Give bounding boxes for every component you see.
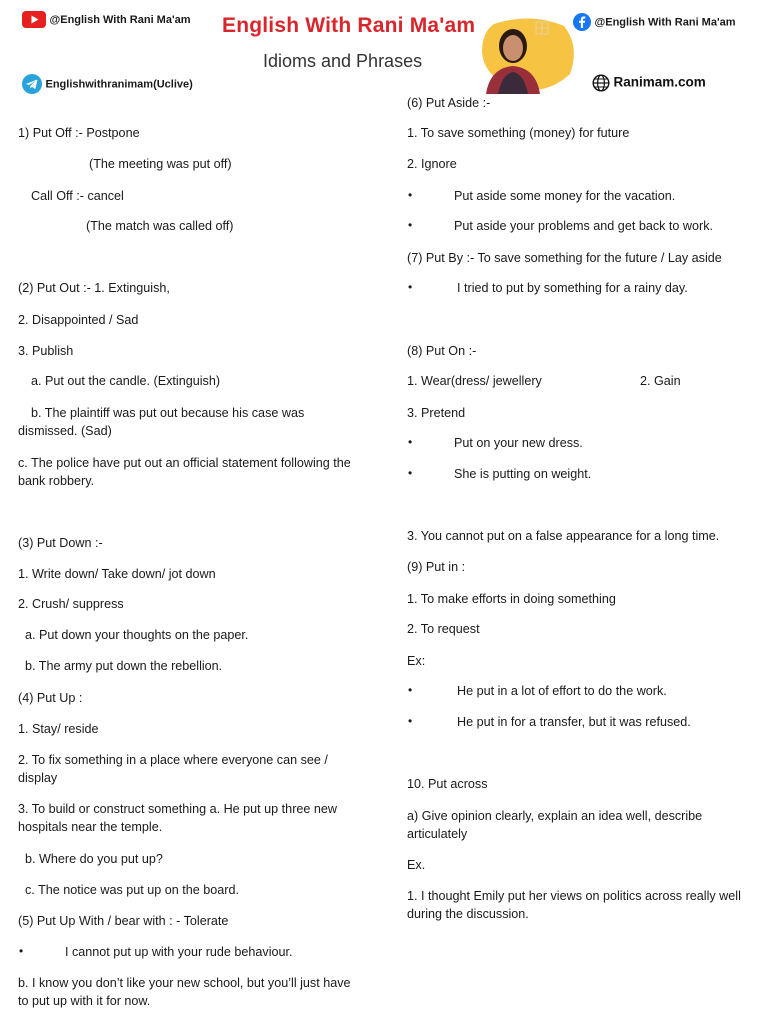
globe-icon (592, 74, 610, 92)
put-on-example-2: She is putting on weight. (454, 467, 592, 481)
put-in-ex-label: Ex: (407, 654, 426, 668)
bullet: • (408, 435, 413, 449)
put-out-example-c: c. The police have put out an official statement following the bank robbery. (18, 456, 351, 488)
bullet: • (408, 683, 413, 697)
put-across-meaning: a) Give opinion clearly, explain an idea well, describe articulately (407, 809, 703, 841)
put-aside-example-1: Put aside some money for the vacation. (454, 189, 676, 203)
put-in-heading: (9) Put in : (407, 560, 466, 574)
put-up-example-c: c. The notice was put up on the board. (25, 883, 240, 897)
put-up-meaning-1: 1. Stay/ reside (18, 722, 99, 736)
put-by-example: I tried to put by something for a rainy day. (457, 281, 688, 295)
bullet: • (408, 466, 413, 480)
put-down-example-a: a. Put down your thoughts on the paper. (25, 628, 249, 642)
bullet: • (19, 944, 24, 958)
put-on-example-1: Put on your new dress. (454, 436, 583, 450)
telegram-handle: Englishwithranimam(Uclive) (45, 78, 193, 91)
website-link[interactable]: Ranimam.com (613, 74, 706, 90)
put-off-example: (The meeting was put off) (89, 157, 232, 171)
put-up-with-example-b: b. I know you don’t like your new school, but you’ll just have to put up with it for now. (18, 976, 351, 1008)
put-aside-meaning-2: 2. Ignore (407, 157, 457, 171)
put-out-example-b: b. The plaintiff was put out because his case was dismissed. (Sad) (18, 406, 305, 438)
presenter-photo (476, 16, 576, 94)
facebook-handle-group (573, 13, 735, 31)
put-on-example-3: 3. You cannot put on a false appearance for a long time. (407, 529, 720, 543)
page-title: English With Rani Ma'am (222, 14, 476, 37)
put-down-meaning-2: 2. Crush/ suppress (18, 597, 124, 611)
put-up-example-b: b. Where do you put up? (25, 852, 163, 866)
put-up-meaning-2: 2. To fix something in a place where everyone can see / display (18, 753, 328, 785)
put-in-example-1: He put in a lot of effort to do the work. (457, 684, 667, 698)
put-on-heading: (8) Put On :- (407, 344, 477, 358)
facebook-icon (573, 13, 591, 31)
youtube-icon (22, 11, 46, 28)
page-subtitle: Idioms and Phrases (263, 51, 423, 71)
put-up-meaning-3: 3. To build or construct something a. He put up three new hospitals near the temple. (18, 802, 337, 834)
put-out-example-a: a. Put out the candle. (Extinguish) (31, 374, 221, 388)
put-down-heading: (3) Put Down :- (18, 536, 103, 550)
put-by-heading: (7) Put By :- To save something for the future / Lay aside (407, 251, 722, 265)
put-aside-meaning-1: 1. To save something (money) for future (407, 126, 630, 140)
put-on-meaning-3: 3. Pretend (407, 406, 466, 420)
put-up-heading: (4) Put Up : (18, 691, 83, 705)
facebook-handle: @English With Rani Ma'am (594, 16, 736, 29)
put-out-heading: (2) Put Out :- 1. Extinguish, (18, 281, 170, 295)
put-down-meaning-1: 1. Write down/ Take down/ jot down (18, 567, 216, 581)
put-in-meaning-2: 2. To request (407, 622, 480, 636)
put-aside-heading: (6) Put Aside :- (407, 96, 491, 110)
put-out-meaning-2: 2. Disappointed / Sad (18, 313, 139, 327)
bullet: • (408, 714, 413, 728)
put-aside-example-2: Put aside your problems and get back to work. (454, 219, 714, 233)
call-off-heading: Call Off :- cancel (31, 189, 124, 203)
put-on-meaning-1: 1. Wear(dress/ jewellery (407, 374, 542, 388)
bullet: • (408, 218, 413, 232)
put-out-meaning-3: 3. Publish (18, 344, 74, 358)
put-in-meaning-1: 1. To make efforts in doing something (407, 592, 616, 606)
bullet: • (408, 188, 413, 202)
put-down-example-b: b. The army put down the rebellion. (25, 659, 223, 673)
put-in-example-2: He put in for a transfer, but it was refused. (457, 715, 691, 729)
put-across-example: 1. I thought Emily put her views on politics across really well during the discussion. (407, 889, 741, 921)
put-off-heading: 1) Put Off :- Postpone (18, 126, 140, 140)
telegram-icon (22, 74, 42, 94)
bullet: • (408, 280, 413, 294)
put-across-ex-label: Ex. (407, 858, 426, 872)
put-across-heading: 10. Put across (407, 777, 488, 791)
website-group (592, 74, 706, 92)
call-off-example: (The match was called off) (86, 219, 234, 233)
put-on-meaning-2: 2. Gain (640, 374, 681, 388)
put-up-with-example-a: I cannot put up with your rude behaviour. (65, 945, 293, 959)
youtube-handle-group (22, 11, 190, 28)
youtube-handle: @English With Rani Ma'am (49, 13, 191, 26)
put-up-with-heading: (5) Put Up With / bear with : - Tolerate (18, 914, 229, 928)
telegram-handle-group (22, 74, 193, 94)
